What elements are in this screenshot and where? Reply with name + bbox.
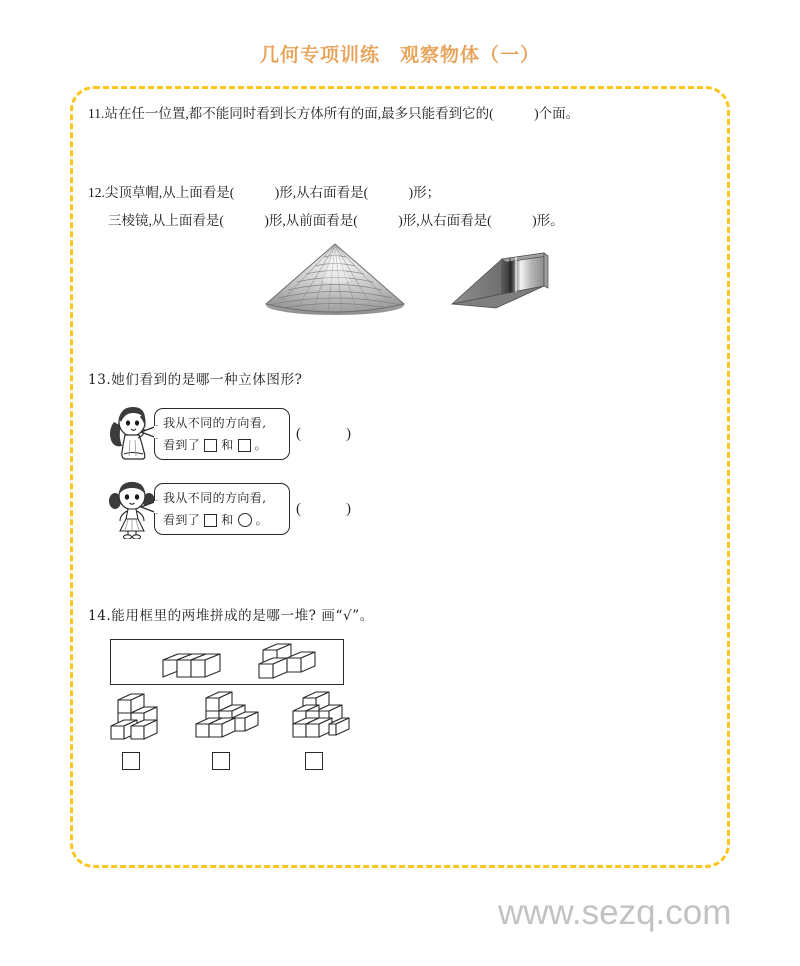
exercise-frame — [70, 86, 730, 868]
cone-straw-hat-figure — [262, 241, 408, 317]
bubble-2-end: 。 — [255, 513, 269, 527]
shape-square-icon — [204, 439, 217, 452]
speech-bubble-2 — [154, 483, 290, 535]
site-watermark: www.sezq.com — [498, 893, 732, 932]
question-12-line2: 三棱镜,从上面看是( )形,从前面看是( )形,从右面看是( )形。 — [108, 213, 564, 228]
speech-bubble-tail-1 — [140, 424, 158, 440]
speech-bubble-tail-2 — [140, 499, 158, 515]
bubble-2-line-1: 我从不同的方向看, — [163, 491, 267, 505]
speech-bubble-1 — [154, 408, 290, 460]
bubble-1-line-1: 我从不同的方向看, — [163, 416, 267, 430]
question-14-text: 14.能用框里的两堆拼成的是哪一堆? 画“√”。 — [88, 608, 374, 624]
triangular-prism-figure — [444, 246, 556, 316]
answer-checkbox-a[interactable] — [122, 752, 140, 770]
shape-circle-icon — [238, 513, 252, 527]
answer-checkbox-c[interactable] — [305, 752, 323, 770]
bubble-2-mid: 和 — [221, 513, 234, 527]
answer-blank-13-1[interactable]: ( ) — [296, 426, 351, 442]
shape-square-icon — [204, 514, 217, 527]
question-14-reference-box — [110, 639, 344, 685]
bubble-1-prefix: 看到了 — [163, 438, 201, 452]
shape-square-icon — [238, 439, 251, 452]
question-11-text: 11.站在任一位置,都不能同时看到长方体所有的面,最多只能看到它的( )个面。 — [88, 106, 580, 121]
bubble-2-prefix: 看到了 — [163, 513, 201, 527]
answer-blank-13-2[interactable]: ( ) — [296, 501, 351, 517]
bubble-1-mid: 和 — [221, 438, 234, 452]
page-title: 几何专项训练 观察物体（一） — [259, 45, 540, 66]
answer-checkbox-b[interactable] — [212, 752, 230, 770]
cube-stack-option-a — [100, 692, 166, 757]
bubble-1-line-2 — [163, 438, 267, 452]
cube-stack-option-c — [283, 690, 357, 757]
bubble-1-end: 。 — [254, 438, 268, 452]
cube-stack-option-b — [190, 690, 264, 757]
question-13-text: 13.她们看到的是哪一种立体图形? — [88, 372, 303, 388]
bubble-2-line-2 — [163, 513, 268, 527]
question-12-line1: 12.尖顶草帽,从上面看是( )形,从右面看是( )形； — [88, 185, 441, 200]
